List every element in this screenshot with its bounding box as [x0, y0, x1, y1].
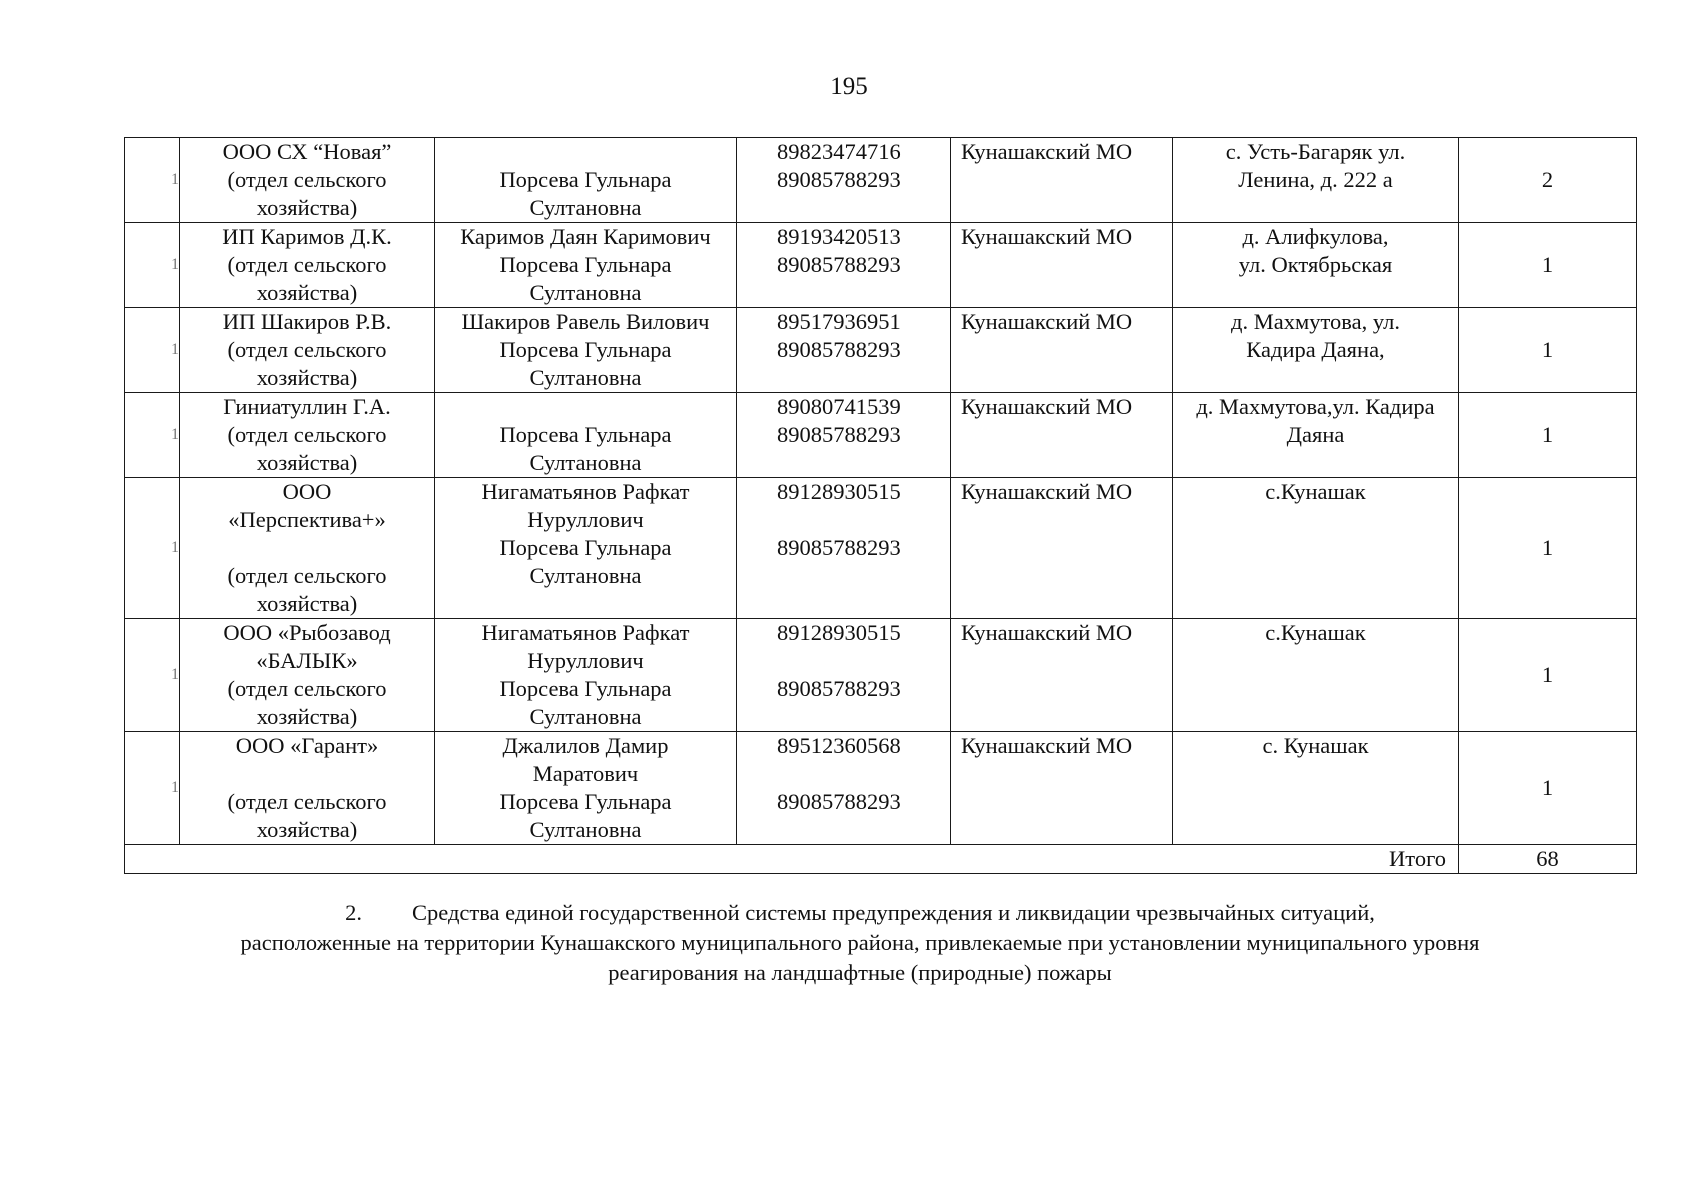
organization-cell-line: «БАЛЫК» [256, 648, 358, 673]
count-cell: 1 [1459, 223, 1637, 308]
phone-cell-line: 89085788293 [777, 422, 901, 447]
contact-person-cell [435, 138, 737, 223]
table-row [125, 223, 1637, 308]
address-cell [1173, 478, 1459, 619]
table-row [125, 308, 1637, 393]
address-cell-line: д. Алифкулова, [1242, 224, 1389, 249]
phone-cell-line: 89085788293 [777, 535, 901, 560]
phone-cell-line: 89823474716 [777, 139, 901, 164]
address-cell [1173, 308, 1459, 393]
organization-cell-line: (отдел сельского [227, 789, 387, 814]
contact-person-cell-line: Порсева Гульнара [499, 167, 672, 192]
phone-cell [737, 138, 951, 223]
contact-person-cell-line: Нигаматьянов Рафкат [481, 620, 690, 645]
phone-cell-line: 89080741539 [777, 394, 901, 419]
address-cell [1173, 393, 1459, 478]
phone-cell [737, 478, 951, 619]
contact-person-cell-line: Нигаматьянов Рафкат [481, 479, 690, 504]
section-heading-line-3: реагирования на ландшафтные (природные) пожары [608, 960, 1112, 985]
organization-cell-line: ООО «Рыбозавод [223, 620, 391, 645]
organization-cell [180, 223, 435, 308]
contact-person-cell-line: Порсева Гульнара [499, 422, 672, 447]
table-row [125, 732, 1637, 845]
phone-cell-line [777, 647, 942, 675]
address-cell-line: ул. Октябрьская [1238, 252, 1393, 277]
row-number: 1 [125, 619, 180, 732]
organization-cell-line: хозяйства) [256, 450, 358, 475]
total-value: 68 [1459, 845, 1637, 874]
phone-cell-line [777, 760, 942, 788]
address-cell-line: Даяна [1286, 422, 1345, 447]
count-cell: 1 [1459, 308, 1637, 393]
organization-cell [180, 138, 435, 223]
contact-person-cell-line: Султановна [529, 450, 642, 475]
organization-cell-line [188, 760, 426, 788]
organization-cell [180, 732, 435, 845]
table-row [125, 619, 1637, 732]
section-heading-text-1: Средства единой государственной системы предупреждения и ликвидации чрезвычайных ситуаций, [412, 900, 1375, 925]
contact-person-cell [435, 223, 737, 308]
organization-cell [180, 308, 435, 393]
section-number: 2. [345, 900, 362, 925]
address-cell [1173, 138, 1459, 223]
organization-cell [180, 619, 435, 732]
table-row [125, 138, 1637, 223]
contact-person-cell [435, 308, 737, 393]
contact-person-cell-line: Султановна [529, 365, 642, 390]
organization-cell-line: ООО [282, 479, 332, 504]
phone-cell [737, 732, 951, 845]
organization-cell-line: (отдел сельского [227, 167, 387, 192]
organization-cell-line: хозяйства) [256, 365, 358, 390]
contact-person-cell-line [443, 138, 728, 166]
row-number: 1 [125, 138, 180, 223]
organization-cell-line: (отдел сельского [227, 337, 387, 362]
address-cell-line: Ленина, д. 222 а [1238, 167, 1393, 192]
phone-cell-line: 89085788293 [777, 337, 901, 362]
organization-cell [180, 478, 435, 619]
contact-person-cell-line: Султановна [529, 195, 642, 220]
municipality-cell: Кунашакский МО [951, 223, 1173, 308]
phone-cell-line: 89128930515 [777, 620, 901, 645]
address-cell-line: д. Махмутова, ул. [1231, 309, 1400, 334]
count-cell: 1 [1459, 478, 1637, 619]
municipality-cell: Кунашакский МО [951, 478, 1173, 619]
contact-person-cell [435, 478, 737, 619]
address-cell-line: д. Махмутова,ул. Кадира [1196, 394, 1435, 419]
count-cell: 1 [1459, 393, 1637, 478]
contact-person-cell [435, 619, 737, 732]
address-cell-line: с. Усть-Багаряк ул. [1225, 139, 1406, 164]
organization-cell-line: хозяйства) [256, 704, 358, 729]
organization-cell-line: (отдел сельского [227, 252, 387, 277]
count-cell: 1 [1459, 732, 1637, 845]
municipality-cell: Кунашакский МО [951, 138, 1173, 223]
phone-cell [737, 619, 951, 732]
resources-table [124, 137, 1637, 874]
municipality-cell: Кунашакский МО [951, 619, 1173, 732]
section-heading-line-1 [150, 898, 1570, 928]
municipality-cell: Кунашакский МО [951, 732, 1173, 845]
row-number: 1 [125, 732, 180, 845]
phone-cell [737, 223, 951, 308]
organization-cell-line: хозяйства) [256, 817, 358, 842]
page-number: 195 [830, 73, 868, 100]
contact-person-cell-line: Каримов Даян Каримович [460, 224, 711, 249]
address-cell-line: с.Кунашак [1265, 479, 1366, 504]
contact-person-cell-line: Порсева Гульнара [499, 535, 672, 560]
contact-person-cell [435, 393, 737, 478]
phone-cell-line: 89128930515 [777, 479, 901, 504]
count-cell: 2 [1459, 138, 1637, 223]
table-body [125, 138, 1637, 845]
phone-cell [737, 393, 951, 478]
contact-person-cell-line: Султановна [529, 704, 642, 729]
total-label: Итого [125, 845, 1459, 874]
contact-person-cell-line: Порсева Гульнара [499, 252, 672, 277]
contact-person-cell-line: Султановна [529, 280, 642, 305]
organization-cell-line: ИП Каримов Д.К. [222, 224, 392, 249]
address-cell [1173, 223, 1459, 308]
contact-person-cell-line: Нуруллович [527, 648, 644, 673]
organization-cell-line: Гиниатуллин Г.А. [223, 394, 391, 419]
address-cell-line: Кадира Даяна, [1246, 337, 1385, 362]
contact-person-cell-line: Порсева Гульнара [499, 676, 672, 701]
row-number: 1 [125, 308, 180, 393]
section-heading [150, 898, 1570, 988]
organization-cell-line: (отдел сельского [227, 676, 387, 701]
table-row [125, 393, 1637, 478]
contact-person-cell-line: Джалилов Дамир [502, 733, 669, 758]
phone-cell [737, 308, 951, 393]
section-heading-line-2: расположенные на территории Кунашакского муниципального района, привлекаемые при установлении муниципального уровня [240, 930, 1480, 955]
contact-person-cell-line: Порсева Гульнара [499, 337, 672, 362]
table-row [125, 478, 1637, 619]
row-number: 1 [125, 223, 180, 308]
organization-cell-line: ООО СХ “Новая” [222, 139, 392, 164]
phone-cell-line: 89193420513 [777, 224, 901, 249]
row-number: 1 [125, 478, 180, 619]
organization-cell-line: хозяйства) [256, 591, 358, 616]
phone-cell-line [777, 506, 942, 534]
organization-cell-line: (отдел сельского [227, 563, 387, 588]
organization-cell-line: хозяйства) [256, 195, 358, 220]
organization-cell-line: ИП Шакиров Р.В. [222, 309, 392, 334]
contact-person-cell-line [443, 393, 728, 421]
contact-person-cell-line: Шакиров Равель Вилович [461, 309, 710, 334]
phone-cell-line: 89085788293 [777, 789, 901, 814]
municipality-cell: Кунашакский МО [951, 308, 1173, 393]
organization-cell-line: хозяйства) [256, 280, 358, 305]
municipality-cell: Кунашакский МО [951, 393, 1173, 478]
organization-cell-line: ООО «Гарант» [235, 733, 379, 758]
organization-cell [180, 393, 435, 478]
address-cell-line: с.Кунашак [1265, 620, 1366, 645]
phone-cell-line: 89085788293 [777, 167, 901, 192]
contact-person-cell-line: Маратович [532, 761, 639, 786]
phone-cell-line: 89085788293 [777, 252, 901, 277]
contact-person-cell-line: Султановна [529, 563, 642, 588]
count-cell: 1 [1459, 619, 1637, 732]
organization-cell-line: «Перспектива+» [228, 507, 386, 532]
phone-cell-line: 89512360568 [777, 733, 901, 758]
contact-person-cell-line: Султановна [529, 817, 642, 842]
phone-cell-line: 89517936951 [777, 309, 901, 334]
contact-person-cell-line: Нуруллович [527, 507, 644, 532]
contact-person-cell-line: Порсева Гульнара [499, 789, 672, 814]
row-number: 1 [125, 393, 180, 478]
address-cell [1173, 732, 1459, 845]
address-cell [1173, 619, 1459, 732]
organization-cell-line: (отдел сельского [227, 422, 387, 447]
phone-cell-line: 89085788293 [777, 676, 901, 701]
address-cell-line: с. Кунашак [1262, 733, 1369, 758]
total-row [125, 845, 1637, 874]
contact-person-cell [435, 732, 737, 845]
organization-cell-line [188, 534, 426, 562]
